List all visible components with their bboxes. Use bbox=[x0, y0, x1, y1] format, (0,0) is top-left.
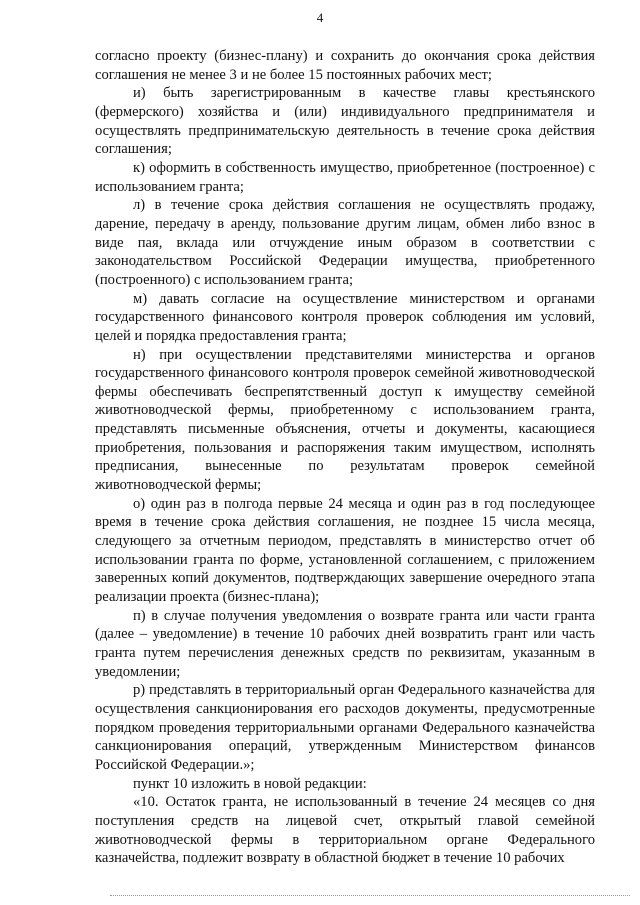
footer-scan-line bbox=[110, 895, 630, 897]
paragraph-point-10-intro: пункт 10 изложить в новой редакции: bbox=[133, 775, 367, 792]
paragraph-k: к) оформить в собственность имущество, приобретенное (построенное) с использованием гранта; bbox=[95, 159, 595, 195]
paragraph-m: м) давать согласие на осуществление министерством и органами государственного финансового контроля проверок соблюдения им условий, целей и порядка предоставления гранта; bbox=[95, 290, 595, 344]
paragraph-o: о) один раз в полгода первые 24 месяца и один раз в год последующее время в течение срока действия соглашения, не позднее 15 числа месяца, следующего за отчетным периодом, представлять в министерство отчет об использовании гранта по форме, установленной соглашением, с приложением заверенных копий документов, подтверждающих завершение очередного этапа реализации проекта (бизнес-плана); bbox=[95, 495, 595, 606]
page-number: 4 bbox=[316, 10, 324, 25]
paragraph-p: п) в случае получения уведомления о возврате гранта или части гранта (далее – уведомление) в течение 10 рабочих дней возвратить грант или часть гранта путем перечисления денежных средств по реквизитам, указанным в уведомлении; bbox=[95, 607, 595, 680]
paragraph-i: и) быть зарегистрированным в качестве главы крестьянского (фермерского) хозяйства и (или) индивидуального предпринимателя и осуществлять предпринимательскую деятельность в течение срока действия соглашения; bbox=[95, 85, 595, 158]
paragraph-continuation: согласно проекту (бизнес-плану) и сохранить до окончания срока действия соглашения не менее 3 и не более 15 постоянных рабочих мест; bbox=[95, 48, 595, 83]
paragraph-l: л) в течение срока действия соглашения не осуществлять продажу, дарение, передачу в аренду, пользование другим лицам, обмен либо взнос в виде пая, вклада или отчуждение иным образом в соответствии с законодательством Российской Федерации имущества, приобретенного (построенного) с использованием гранта; bbox=[95, 197, 595, 288]
document-body bbox=[95, 47, 595, 868]
paragraph-n: н) при осуществлении представителями министерства и органов государственного финансового контроля проверок семейной животноводческой фермы обеспечивать беспрепятственный доступ к имуществу семейной животноводческой фермы, приобретенному с использованием гранта, представлять письменные объяснения, отчеты и документы, касающиеся приобретения, пользования и распоряжения таким имуществом, исполнять предписания, вынесенные по результатам проверок семейной животноводческой фермы; bbox=[95, 346, 595, 494]
paragraph-point-10-text: «10. Остаток гранта, не использованный в течение 24 месяцев со дня поступления средств на лицевой счет, открытый главой семейной животноводческой фермы в территориальном органе Федерального казначейства, подлежит возврату в областной бюджет в течение 10 рабочих bbox=[95, 794, 595, 867]
paragraph-r: р) представлять в территориальный орган Федерального казначейства для осуществления санкционирования его расходов документы, предусмотренные порядком проведения территориальными органами Федерального казначейства санкционирования операций, утвержденным Министерством финансов Российской Федерации.»; bbox=[95, 682, 595, 773]
